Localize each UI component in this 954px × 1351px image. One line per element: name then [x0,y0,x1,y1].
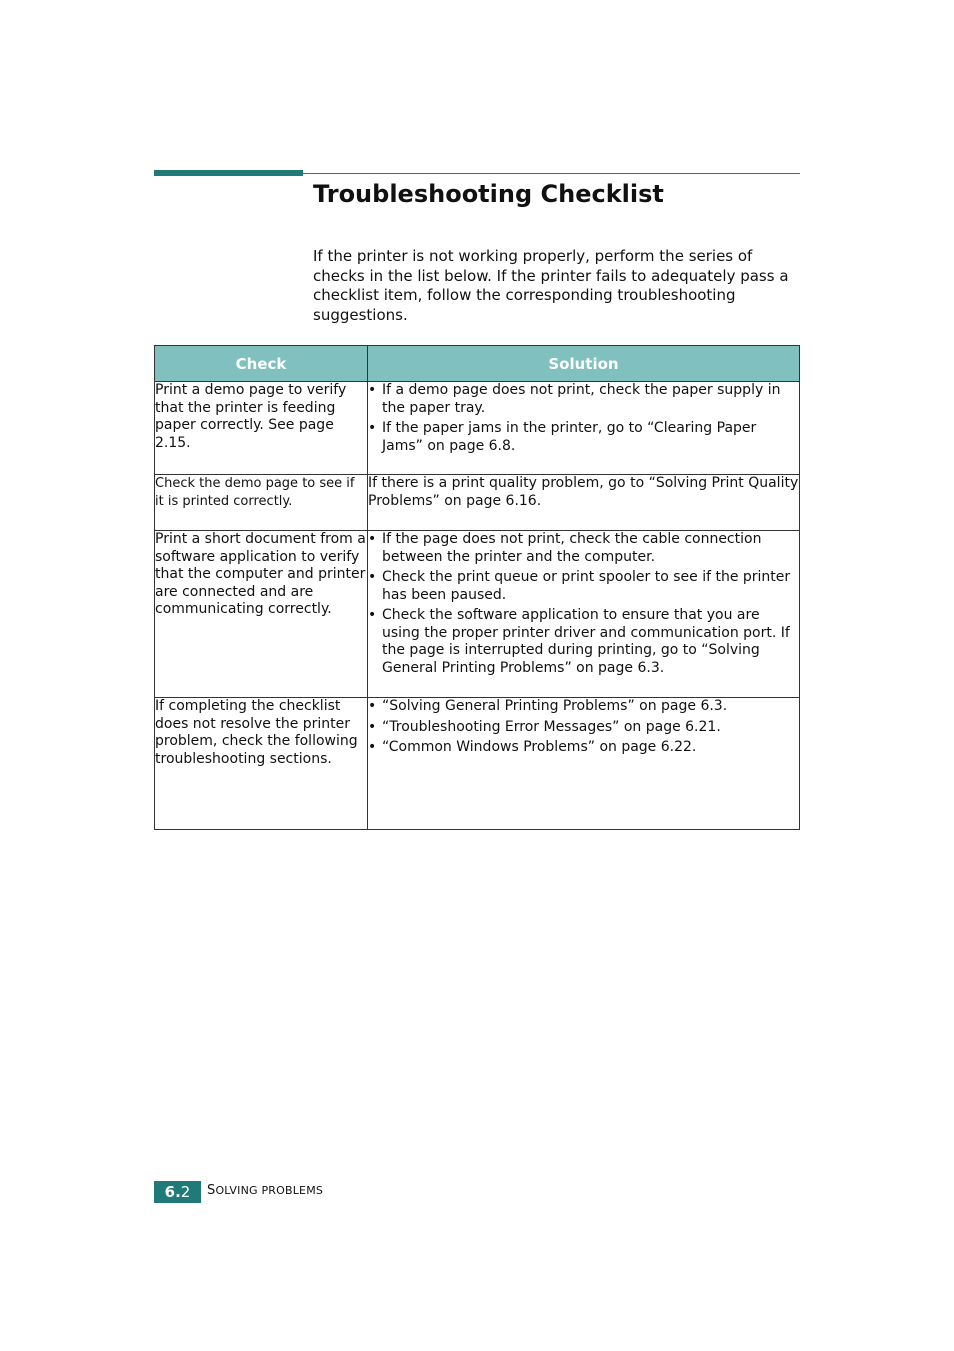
solution-item: • If the paper jams in the printer, go to “Clearing Paper Jams” on page 6.8. [368,420,799,455]
solution-list [368,698,799,757]
solution-list [368,531,799,677]
page-title: Troubleshooting Checklist [313,180,664,208]
check-cell: Print a demo page to verify that the printer is feeding paper correctly. See page 2.15. [155,382,368,475]
solution-item: • If the page does not print, check the cable connection between the printer and the computer. [368,531,799,566]
solution-item: • “Solving General Printing Problems” on page 6.3. [368,698,799,716]
solution-list [368,382,799,455]
table-header-row [155,346,800,382]
solution-item: • “Troubleshooting Error Messages” on page 6.21. [368,719,799,737]
section-title-initial: S [207,1183,216,1198]
page-number: 2 [180,1183,191,1201]
heading-rule-thick [154,170,303,176]
section-title-rest: OLVING PROBLEMS [215,1184,324,1197]
table-row [155,531,800,698]
checklist-table [154,345,800,830]
intro-paragraph: If the printer is not working properly, perform the series of checks in the list below. If the printer fails to adequately pass a checklist item, follow the corresponding troubleshooting suggestions. [313,247,789,324]
table-row [155,382,800,475]
column-header-check: Check [155,346,368,382]
check-cell: If completing the checklist does not resolve the printer problem, check the following troubleshooting sections. [155,698,368,830]
solution-item: • If a demo page does not print, check the paper supply in the paper tray. [368,382,799,417]
table-row [155,698,800,830]
chapter-number: 6. [164,1183,181,1201]
page-number-tab [154,1181,201,1203]
table-row [155,475,800,531]
check-cell: Print a short document from a software application to verify that the computer and printer are connected and are communicating correctly. [155,531,368,698]
solution-item: • Check the software application to ensure that you are using the proper printer driver and communication port. If the page is interrupted during printing, go to “Solving General Printing Problems” on page 6.3. [368,607,799,677]
check-cell: Check the demo page to see if it is printed correctly. [155,475,368,531]
solution-cell: If there is a print quality problem, go to “Solving Print Quality Problems” on page 6.16. [368,475,800,531]
column-header-solution: Solution [368,346,800,382]
section-title [207,1183,323,1198]
solution-item: • Check the print queue or print spooler to see if the printer has been paused. [368,569,799,604]
heading-rule-thin [303,173,800,174]
solution-item: • “Common Windows Problems” on page 6.22. [368,739,799,757]
solution-cell [368,698,800,830]
solution-cell [368,382,800,475]
solution-cell [368,531,800,698]
